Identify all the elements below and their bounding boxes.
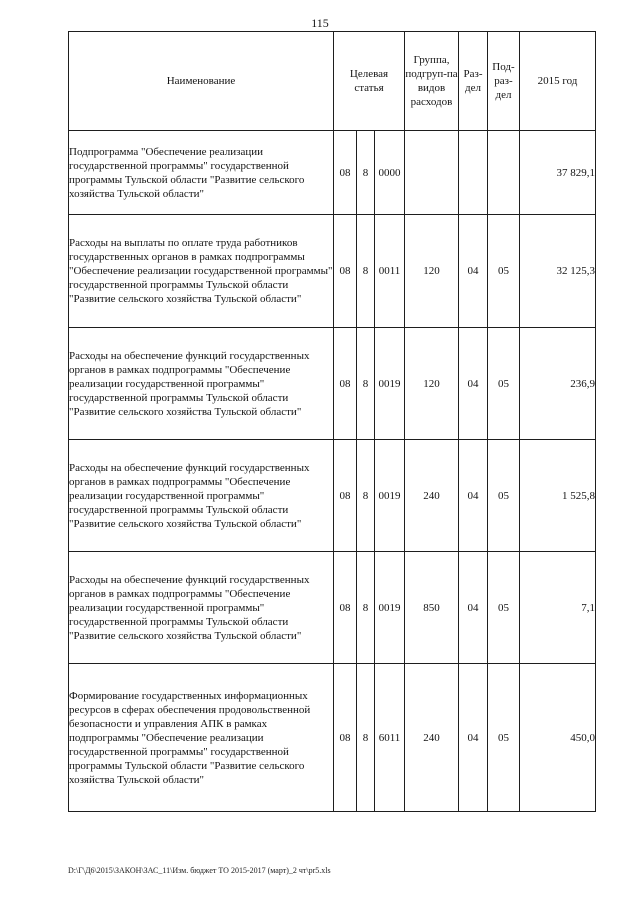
row-name: Расходы на выплаты по оплате труда работников государственных органов в рамках подпрограммы "Обеспечение реализации государственной программы" государственной программы Тульской области "Развитие сельского хозяйства Тульской области": [69, 215, 334, 328]
row-code-subprogram: 8: [357, 328, 375, 440]
row-amount: 236,9: [520, 328, 596, 440]
header-year-2015: 2015 год: [520, 32, 596, 131]
row-code-subprogram: 8: [357, 440, 375, 552]
row-code-direction: 0019: [375, 552, 405, 664]
row-code-program: 08: [334, 131, 357, 215]
page-number: 115: [311, 16, 329, 30]
row-expense-group: 850: [405, 552, 459, 664]
row-code-program: 08: [334, 440, 357, 552]
row-name: Расходы на обеспечение функций государственных органов в рамках подпрограммы "Обеспечение реализации государственной программы" государственной программы Тульской области "Развитие сельского хозяйства Тульской области": [69, 440, 334, 552]
row-amount: 450,0: [520, 664, 596, 812]
row-name: Расходы на обеспечение функций государственных органов в рамках подпрограммы "Обеспечение реализации государственной программы" государственной программы Тульской области "Развитие сельского хозяйства Тульской области": [69, 328, 334, 440]
row-expense-group: 120: [405, 328, 459, 440]
row-section: 04: [459, 328, 488, 440]
row-code-direction: 6011: [375, 664, 405, 812]
row-expense-group: [405, 131, 459, 215]
row-code-program: 08: [334, 664, 357, 812]
row-code-subprogram: 8: [357, 552, 375, 664]
row-subsection: 05: [488, 328, 520, 440]
row-amount: 7,1: [520, 552, 596, 664]
table-row: [69, 664, 596, 812]
row-amount: 37 829,1: [520, 131, 596, 215]
header-name: Наименование: [69, 32, 334, 131]
row-amount: 1 525,8: [520, 440, 596, 552]
row-name: Подпрограмма "Обеспечение реализации государственной программы" государственной программы Тульской области "Развитие сельского хозяйства Тульской области": [69, 131, 334, 215]
row-expense-group: 120: [405, 215, 459, 328]
row-code-program: 08: [334, 328, 357, 440]
row-section: 04: [459, 440, 488, 552]
table-row: [69, 552, 596, 664]
row-name: Расходы на обеспечение функций государственных органов в рамках подпрограммы "Обеспечение реализации государственной программы" государственной программы Тульской области "Развитие сельского хозяйства Тульской области": [69, 552, 334, 664]
row-code-direction: 0019: [375, 328, 405, 440]
table-header-row: [69, 32, 596, 131]
row-subsection: 05: [488, 664, 520, 812]
header-subsection: Под-раз-дел: [488, 32, 520, 131]
table-row: [69, 131, 596, 215]
row-code-direction: 0011: [375, 215, 405, 328]
row-section: 04: [459, 664, 488, 812]
header-expense-group: Группа, подгруп-па видов расходов: [405, 32, 459, 131]
row-section: [459, 131, 488, 215]
header-section: Раз-дел: [459, 32, 488, 131]
row-code-direction: 0019: [375, 440, 405, 552]
header-target-article: Целевая статья: [334, 32, 405, 131]
row-name: Формирование государственных информационных ресурсов в сферах обеспечения продовольственной безопасности и управления АПК в рамках подпрограммы "Обеспечение реализации государственной программы" государственной программы Тульской области "Развитие сельского хозяйства Тульской области": [69, 664, 334, 812]
row-expense-group: 240: [405, 440, 459, 552]
table-row: [69, 328, 596, 440]
row-expense-group: 240: [405, 664, 459, 812]
row-subsection: 05: [488, 552, 520, 664]
row-code-subprogram: 8: [357, 131, 375, 215]
row-subsection: 05: [488, 440, 520, 552]
row-code-subprogram: 8: [357, 215, 375, 328]
row-code-program: 08: [334, 552, 357, 664]
row-subsection: [488, 131, 520, 215]
row-code-subprogram: 8: [357, 664, 375, 812]
budget-table: [68, 31, 596, 812]
table-row: [69, 440, 596, 552]
row-section: 04: [459, 552, 488, 664]
footer-file-path: D:\Г\Д6\2015\ЗАКОН\ЗАС_11\Изм. бюджет ТО 2015-2017 (март)_2 чт\pr5.xls: [68, 866, 331, 875]
row-section: 04: [459, 215, 488, 328]
row-code-direction: 0000: [375, 131, 405, 215]
table-row: [69, 215, 596, 328]
row-subsection: 05: [488, 215, 520, 328]
row-amount: 32 125,3: [520, 215, 596, 328]
row-code-program: 08: [334, 215, 357, 328]
